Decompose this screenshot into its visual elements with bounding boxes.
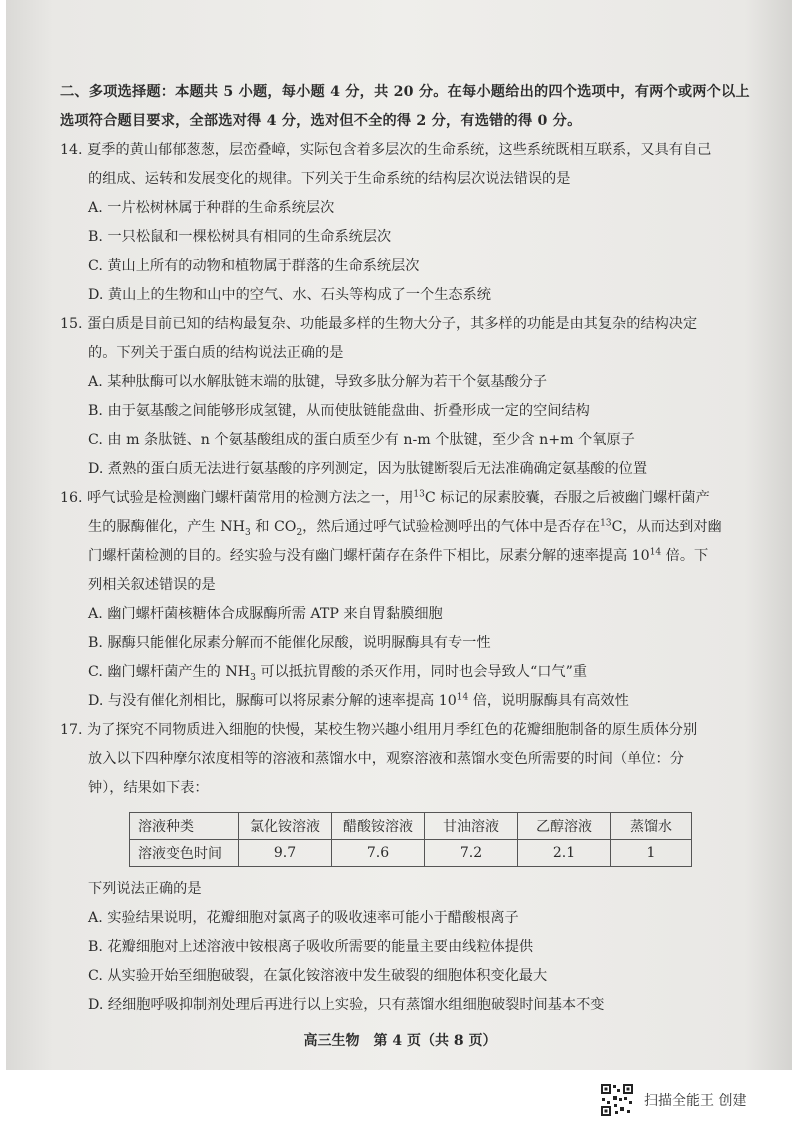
q14-option-a: A. 一片松树林属于种群的生命系统层次 [88,200,335,216]
table-header-cell: 甘油溶液 [425,813,518,840]
table-cell: 7.6 [332,840,425,867]
q16-option-c: C. 幽门螺杆菌产生的 $NH_3$ 可以抵抗胃酸的杀灭作用，同时也会导致人“口气”重 [88,664,588,683]
q17-stem-line3: 钟），结果如下表： [88,780,209,796]
table-row [130,813,692,840]
scanner-watermark [600,1083,746,1117]
table-cell: 1 [611,840,692,867]
q14-option-c: C. 黄山上所有的动物和植物属于群落的生命系统层次 [88,258,420,274]
table-header-cell: 氯化铵溶液 [239,813,332,840]
page-footer: 高三生物 第 4 页（共 8 页） [303,1033,497,1049]
q16-option-a: A. 幽门螺杆菌核糖体合成脲酶所需 ATP 来自胃黏膜细胞 [88,606,443,622]
q15-option-b: B. 由于氨基酸之间能够形成氢键，从而使肽链能盘曲、折叠形成一定的空间结构 [88,403,590,419]
table-cell: 9.7 [239,840,332,867]
q16-option-d: D. 与没有催化剂相比，脲酶可以将尿素分解的速率提高 $10^{14}$ 倍，说明脲酶具有高效性 [88,692,629,709]
section-header-line1: 二、多项选择题：本题共 5 小题，每小题 4 分，共 20 分。在每小题给出的四个选项中，有两个或两个以上 [60,84,750,100]
q14-stem-line1: 14. 夏季的黄山郁郁葱葱，层峦叠嶂，实际包含着多层次的生命系统，这些系统既相互联系，又具有自己 [60,142,712,158]
q16-stem-line2: 生的脲酶催化，产生 $NH_3$ 和 $CO_2$，然后通过呼气试验检测呼出的气体中是否存在$^{13}$C，从而达到对幽 [88,518,722,538]
q14-option-d: D. 黄山上的生物和山中的空气、水、石头等构成了一个生态系统 [88,287,491,303]
q14-stem-line2: 的组成、运转和发展变化的规律。下列关于生命系统的结构层次说法错误的是 [88,171,571,187]
scanner-brand-text: 扫描全能王 创建 [644,1093,747,1109]
q17-option-c: C. 从实验开始至细胞破裂，在氯化铵溶液中发生破裂的细胞体积变化最大 [88,968,548,984]
q17-stem-line2: 放入以下四种摩尔浓度相等的溶液和蒸馏水中，观察溶液和蒸馏水变色所需要的时间（单位：分 [88,751,684,767]
section-header-line2: 选项符合题目要求，全部选对得 4 分，选对但不全的得 2 分，有选错的得 0 分。 [60,113,582,129]
q16-stem-line1: 16. 呼气试验是检测幽门螺杆菌常用的检测方法之一，用$^{13}$C 标记的尿素胶囊，吞服之后被幽门螺杆菌产 [60,489,710,506]
q17-prompt: 下列说法正确的是 [88,881,202,897]
table-header-cell: 乙醇溶液 [518,813,611,840]
exam-content [60,78,750,803]
q17-option-b: B. 花瓣细胞对上述溶液中铵根离子吸收所需要的能量主要由线粒体提供 [88,939,534,955]
q17-stem-line1: 17. 为了探究不同物质进入细胞的快慢，某校生物兴趣小组用月季红色的花瓣细胞制备的原生质体分别 [60,722,698,738]
q17-option-a: A. 实验结果说明，花瓣细胞对氯离子的吸收速率可能小于醋酸根离子 [88,910,519,926]
q16-option-b: B. 脲酶只能催化尿素分解而不能催化尿酸，说明脲酶具有专一性 [88,635,491,651]
table-cell: 7.2 [425,840,518,867]
table-cell: 溶液变色时间 [130,840,239,867]
table-row [130,840,692,867]
q16-stem-line4: 列相关叙述错误的是 [88,577,216,593]
q17-option-d: D. 经细胞呼吸抑制剂处理后再进行以上实验，只有蒸馏水组细胞破裂时间基本不变 [88,997,605,1013]
q15-option-c: C. 由 m 条肽链、n 个氨基酸组成的蛋白质至少有 n-m 个肽键，至少含 n+m 个氧原子 [88,432,635,448]
q15-stem-line1: 15. 蛋白质是目前已知的结构最复杂、功能最多样的生物大分子，其多样的功能是由其复杂的结构决定 [60,316,698,332]
q16-stem-line3: 门螺杆菌检测的目的。经实验与没有幽门螺杆菌存在条件下相比，尿素分解的速率提高 $10^{14}$ 倍。下 [88,547,709,564]
table-header-cell: 溶液种类 [130,813,239,840]
qr-code-icon [600,1083,634,1117]
q15-option-a: A. 某种肽酶可以水解肽链末端的肽键，导致多肽分解为若干个氨基酸分子 [88,374,548,390]
q17-options [60,875,750,1020]
table-header-cell: 醋酸铵溶液 [332,813,425,840]
q14-option-b: B. 一只松鼠和一棵松树具有相同的生命系统层次 [88,229,392,245]
q15-option-d: D. 煮熟的蛋白质无法进行氨基酸的序列测定，因为肽键断裂后无法准确确定氨基酸的位置 [88,461,648,477]
q17-results-table [129,812,692,867]
table-cell: 2.1 [518,840,611,867]
q15-stem-line2: 的。下列关于蛋白质的结构说法正确的是 [88,345,344,361]
table-header-cell: 蒸馏水 [611,813,692,840]
